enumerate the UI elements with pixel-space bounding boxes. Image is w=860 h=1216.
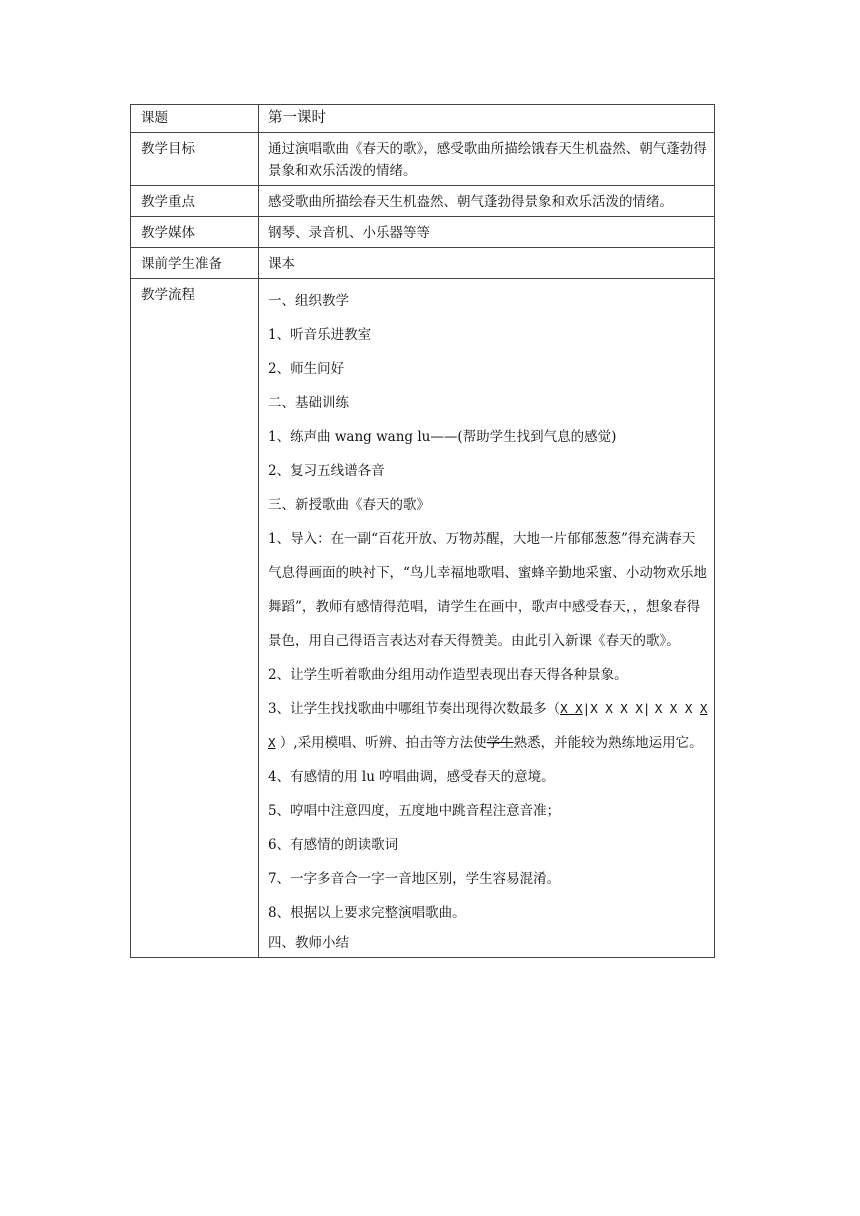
flow-paragraph-intro: 1、导入：在一副“百花开放、万物苏醒，大地一片郁郁葱葱”得充满春天气息得画面的映衬下，“鸟儿幸福地歌唱、蜜蜂辛勤地采蜜、小动物欢乐地舞蹈”，教师有感情得范唱，请学生在画中，歌声中感受春天，，想象春得景色，用自己得语言表达对春天得赞美。由此引入新课《春天的歌》。 xyxy=(268,531,707,649)
table-row xyxy=(131,133,715,186)
lesson-plan-table xyxy=(130,104,715,958)
row-label-media: 教学媒体 xyxy=(131,217,259,248)
row-label-focus: 教学重点 xyxy=(131,186,259,217)
row-label-topic: 课题 xyxy=(131,105,259,133)
flow-paragraph-rhythm xyxy=(268,692,708,760)
flow-line: 2、复习五线谱各音 xyxy=(268,463,385,479)
rhythm-figure: X X X xyxy=(654,701,700,716)
flow-line: 2、师生问好 xyxy=(268,361,345,377)
struck-text: 学生 xyxy=(486,735,514,751)
flow-line: 三、新授歌曲《春天的歌》 xyxy=(268,497,430,513)
flow-line: 四、教师小结 xyxy=(268,935,349,951)
flow-line: 5、哼唱中注意四度，五度地中跳音程注意音准； xyxy=(268,803,561,819)
flow-line: 6、有感情的朗读歌词 xyxy=(268,837,399,853)
table-row xyxy=(131,248,715,279)
row-value-preparation: 课本 xyxy=(259,248,715,279)
rhythm-suffix: ）,采用模唱、听辨、拍击等方法使 xyxy=(275,735,487,751)
row-value-flow xyxy=(259,279,715,958)
bar-line: | xyxy=(582,701,591,716)
table-row xyxy=(131,217,715,248)
row-label-preparation: 课前学生准备 xyxy=(131,248,259,279)
rhythm-figure: X X xyxy=(268,701,708,750)
flow-line: 2、让学生听着歌曲分组用动作造型表现出春天得各种景象。 xyxy=(268,667,628,683)
bar-line: | xyxy=(642,701,651,716)
row-label-flow: 教学流程 xyxy=(131,279,259,958)
row-value-media: 钢琴、录音机、小乐器等等 xyxy=(259,217,715,248)
rhythm-suffix: 熟悉，并能较为熟练地运用它。 xyxy=(513,735,703,751)
flow-line: 二、基础训练 xyxy=(268,395,349,411)
row-value-topic: 第一课时 xyxy=(259,105,715,133)
rhythm-figure: X X X X xyxy=(590,701,643,716)
flow-line: 4、有感情的用 lu 哼唱曲调，感受春天的意境。 xyxy=(268,769,555,785)
flow-line: 一、组织教学 xyxy=(268,293,349,309)
flow-line: 1、练声曲 wang wang lu——(帮助学生找到气息的感觉) xyxy=(268,429,617,445)
table-row xyxy=(131,105,715,133)
table-row xyxy=(131,186,715,217)
flow-line: 8、根据以上要求完整演唱歌曲。 xyxy=(268,905,466,921)
row-value-objective: 通过演唱歌曲《春天的歌》，感受歌曲所描绘饿春天生机盎然、朝气蓬勃得景象和欢乐活泼的情绪。 xyxy=(259,133,715,186)
rhythm-figure: X X xyxy=(560,701,583,716)
flow-line: 1、听音乐进教室 xyxy=(268,327,372,343)
row-value-focus: 感受歌曲所描绘春天生机盎然、朝气蓬勃得景象和欢乐活泼的情绪。 xyxy=(259,186,715,217)
flow-line: 7、一字多音合一字一音地区别，学生容易混淆。 xyxy=(268,871,561,887)
row-label-objective: 教学目标 xyxy=(131,133,259,186)
table-row xyxy=(131,279,715,958)
rhythm-prefix: 3、让学生找找歌曲中哪组节奏出现得次数最多（ xyxy=(268,701,561,717)
